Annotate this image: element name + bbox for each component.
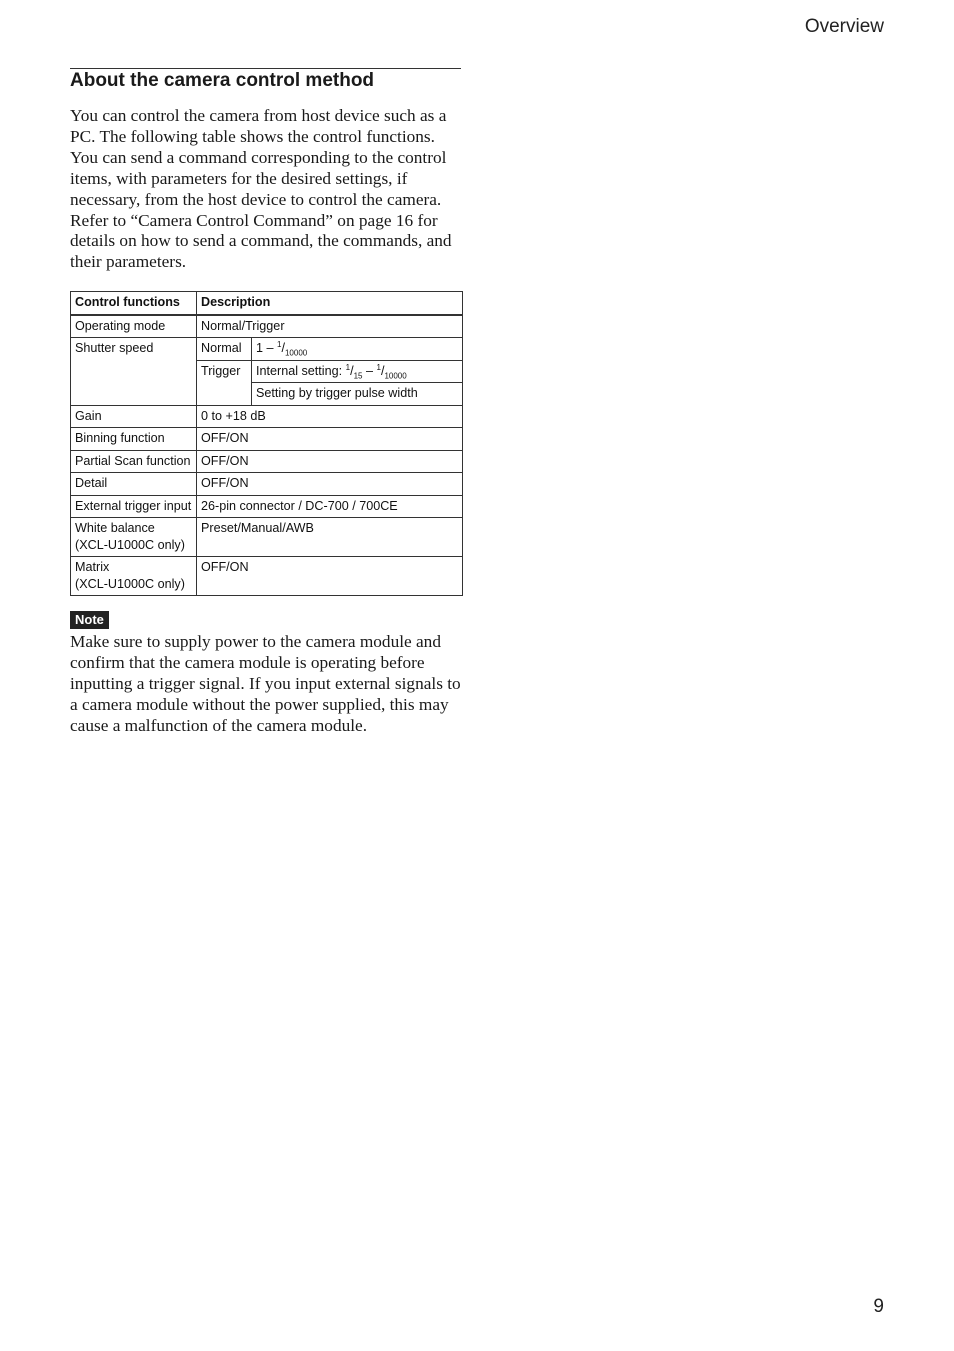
row-label-binning: Binning function [71, 428, 197, 451]
shutter-normal-value: $1 - ^1/_{10000}$ [252, 338, 463, 361]
row-label-external-trigger: External trigger input [71, 495, 197, 518]
shutter-normal-label: Normal [197, 338, 252, 361]
row-value-binning: OFF/ON [197, 428, 463, 451]
table-row [71, 450, 463, 473]
intro-paragraph: You can control the camera from host device such as a PC. The following table shows the control functions. You can send a command corresponding to the control items, with parameters for the desired settings, if necessary, from the host device to control the camera. Refer to “Camera Control Command” on page 16 for details on how to send a command, the commands, and their parameters. [70, 106, 452, 272]
row-label-matrix: Matrix (XCL-U1000C only) [71, 557, 197, 596]
row-value-operating-mode: Normal/Trigger [197, 315, 463, 338]
table-row [71, 495, 463, 518]
table-row [71, 315, 463, 338]
row-value-matrix: OFF/ON [197, 557, 463, 596]
column-header-control-functions: Control functions [71, 292, 197, 315]
table-row [71, 405, 463, 428]
control-functions-table [70, 291, 463, 596]
row-label-operating-mode: Operating mode [71, 315, 197, 338]
running-header-section: Overview [804, 16, 884, 37]
row-label-gain: Gain [71, 405, 197, 428]
table-row [71, 338, 463, 361]
table-row [71, 557, 463, 596]
table-row [71, 518, 463, 557]
shutter-trigger-label: Trigger [197, 360, 252, 405]
shutter-trigger-pulse-value: Setting by trigger pulse width [252, 383, 463, 406]
row-label-shutter-speed: Shutter speed [71, 338, 197, 406]
table-row [71, 473, 463, 496]
row-value-external-trigger: 26-pin connector / DC-700 / 700CE [197, 495, 463, 518]
table-row [71, 428, 463, 451]
row-label-partial-scan: Partial Scan function [71, 450, 197, 473]
page-number: 9 [873, 1296, 884, 1317]
note-paragraph: Make sure to supply power to the camera module and confirm that the camera module is operating before inputting a trigger signal. If you input external signals to a camera module without the power supplied, this may cause a malfunction of the camera module. [70, 632, 461, 735]
heading-rule [70, 68, 461, 69]
column-header-description: Description [197, 292, 463, 315]
row-value-gain: 0 to +18 dB [197, 405, 463, 428]
shutter-trigger-internal-value: Internal setting: $^1/_{15} - ^1/_{10000}$ [252, 360, 463, 383]
note-badge: Note [70, 611, 109, 629]
row-value-detail: OFF/ON [197, 473, 463, 496]
row-value-partial-scan: OFF/ON [197, 450, 463, 473]
section-heading: About the camera control method [70, 70, 375, 91]
table-header-row [71, 292, 463, 315]
row-label-white-balance: White balance (XCL-U1000C only) [71, 518, 197, 557]
row-value-white-balance: Preset/Manual/AWB [197, 518, 463, 557]
row-label-detail: Detail [71, 473, 197, 496]
